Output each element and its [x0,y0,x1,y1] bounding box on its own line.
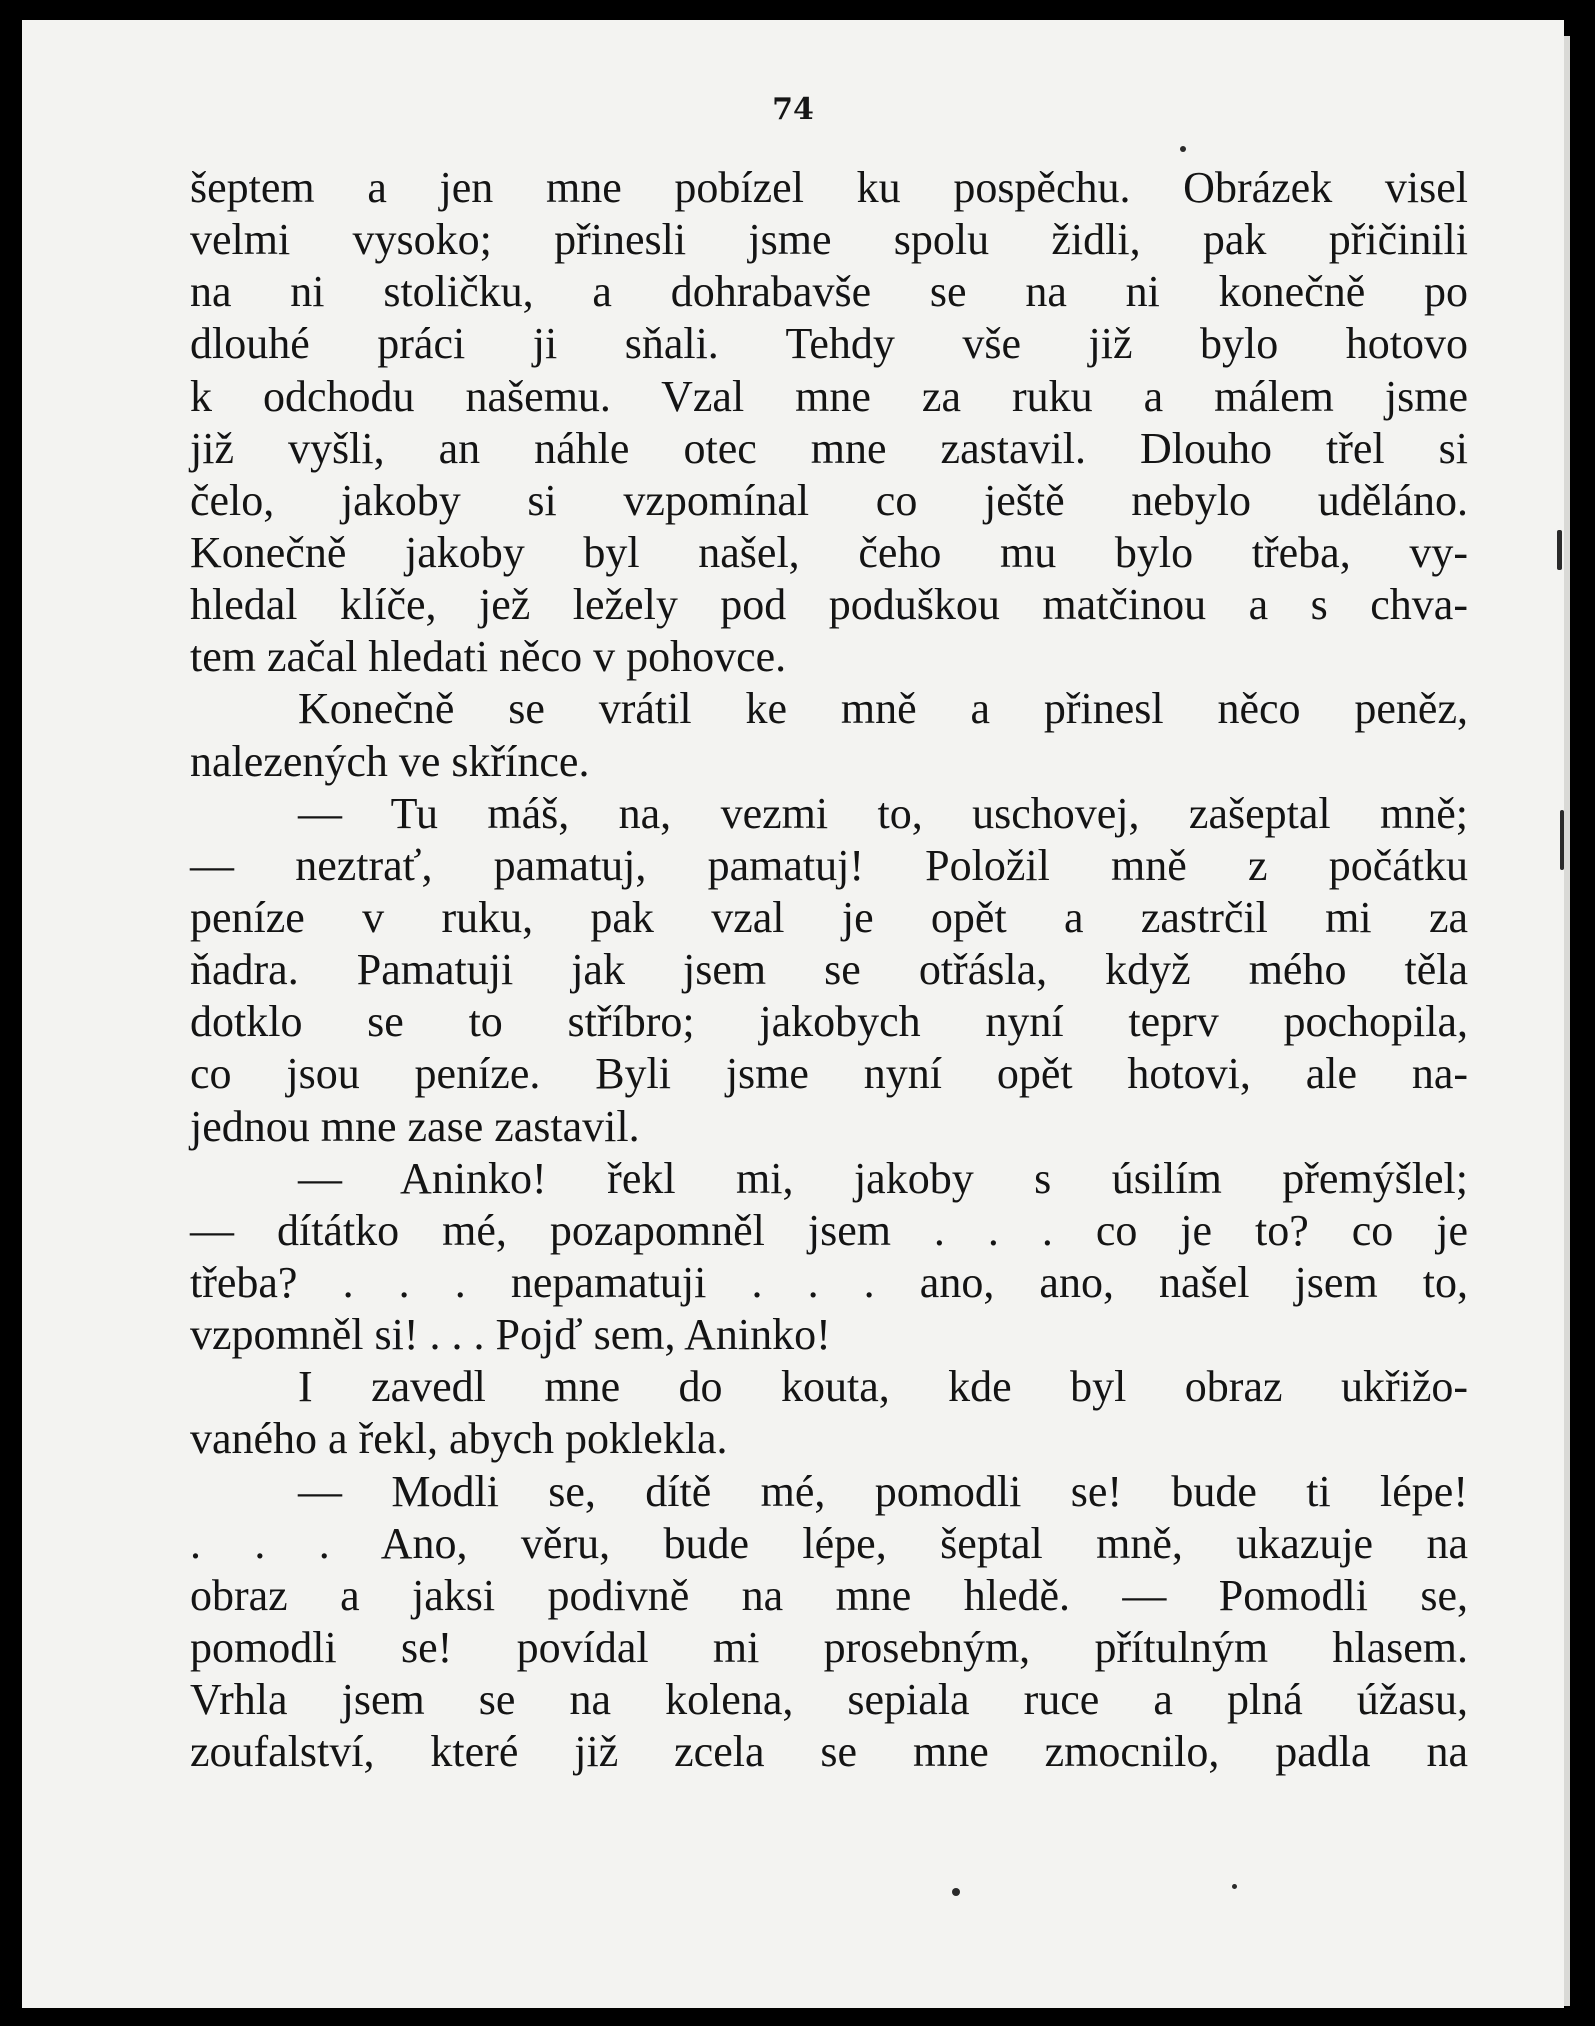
ink-speck [1232,1884,1237,1889]
text-line: Konečně se vrátil ke mně a přinesl něco peněz, [298,684,1468,734]
text-line: — Tu máš, na, vezmi to, uschovej, zašeptal mně; [298,788,1468,838]
text-line: jednou mne zase zastavil. [190,1101,640,1151]
text-line: — neztrať, pamatuj, pamatuj! Položil mně z počátku [190,840,1468,890]
text-line: co jsou peníze. Byli jsme nyní opět hotovi, ale na- [190,1049,1468,1099]
ink-speck [952,1888,960,1896]
ink-speck [1180,146,1186,152]
body-text [190,162,1468,1778]
text-line: hledal klíče, jež ležely pod poduškou matčinou a s chva- [190,580,1468,630]
book-page [22,20,1564,2008]
text-line: na ni stoličku, a dohrabavše se na ni konečně po [190,267,1468,317]
text-line: pomodli se! povídal mi prosebným, přítulným hlasem. [190,1622,1468,1672]
page-number: 74 [772,92,814,127]
text-line: dlouhé práci ji sňali. Tehdy vše již bylo hotovo [190,319,1468,369]
text-line: vzpomněl si! . . . Pojď sem, Aninko! [190,1310,831,1360]
text-line: velmi vysoko; přinesli jsme spolu židli, pak přičinili [190,215,1468,265]
text-line: I zavedl mne do kouta, kde byl obraz ukřižo- [298,1362,1468,1412]
text-line: obraz a jaksi podivně na mne hledě. — Pomodli se, [190,1570,1468,1620]
text-line: — dítátko mé, pozapomněl jsem . . . co je to? co je [190,1205,1468,1255]
text-line: šeptem a jen mne pobízel ku pospěchu. Obrázek visel [190,163,1468,212]
text-line: . . . Ano, věru, bude lépe, šeptal mně, ukazuje na [190,1518,1468,1568]
text-line: — Aninko! řekl mi, jakoby s úsilím přemýšlel; [298,1153,1468,1203]
text-line: čelo, jakoby si vzpomínal co ještě nebylo uděláno. [190,475,1468,525]
text-line: — Modli se, dítě mé, pomodli se! bude ti lépe! [298,1466,1468,1516]
page-edge [1564,36,1570,2006]
text-line: tem začal hledati něco v pohovce. [190,632,787,682]
text-line: Konečně jakoby byl našel, čeho mu bylo třeba, vy- [190,527,1468,577]
text-line: třeba? . . . nepamatuji . . . ano, ano, našel jsem to, [190,1257,1468,1307]
text-line: Vrhla jsem se na kolena, sepiala ruce a plná úžasu, [190,1675,1468,1725]
text-line: nalezených ve skřínce. [190,736,590,786]
text-line: již vyšli, an náhle otec mne zastavil. Dlouho třel si [190,423,1468,473]
ink-speck [1557,530,1562,570]
text-line: vaného a řekl, abych poklekla. [190,1414,728,1464]
text-line: zoufalství, které již zcela se mne zmocnilo, padla na [190,1727,1468,1777]
text-line: dotklo se to stříbro; jakobych nyní teprv pochopila, [190,997,1468,1047]
text-line: k odchodu našemu. Vzal mne za ruku a málem jsme [190,371,1468,421]
text-line: ňadra. Pamatuji jak jsem se otřásla, když mého těla [190,945,1468,995]
text-line: peníze v ruku, pak vzal je opět a zastrčil mi za [190,892,1468,942]
